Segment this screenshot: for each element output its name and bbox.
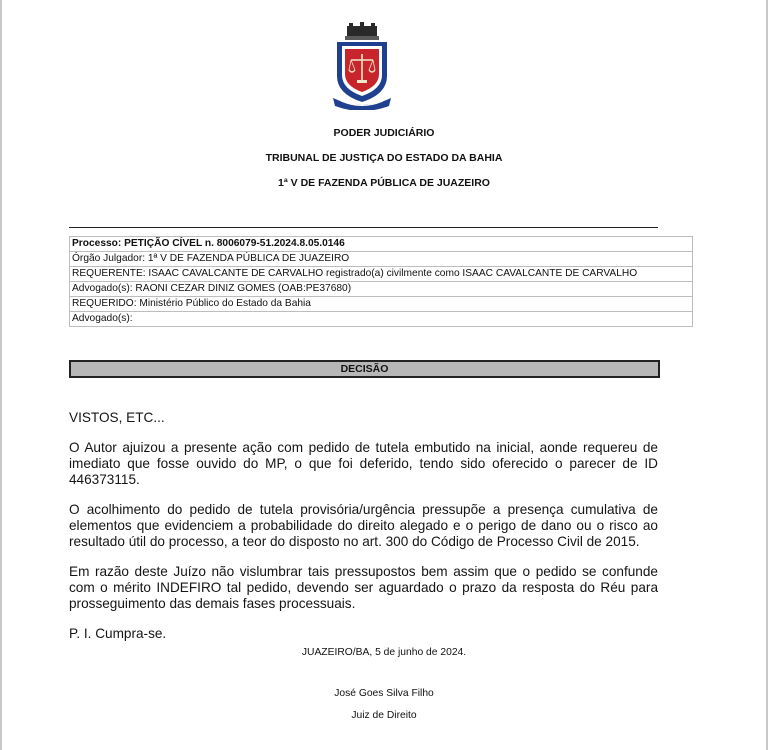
- court-division: 1ª V DE FAZENDA PÚBLICA DE JUAZEIRO: [278, 177, 490, 189]
- process-number: Processo: PETIÇÃO CÍVEL n. 8006079-51.2024.8.05.0146: [72, 238, 345, 249]
- judge-name: José Goes Silva Filho: [334, 688, 434, 699]
- judge-title: Juiz de Direito: [351, 710, 417, 721]
- paragraph-3: Em razão deste Juízo não vislumbrar tais pressupostos bem assim que o pedido se confunde com o mérito INDEFIRO tal pedido, devendo ser aguardado o prazo da resposta do Réu para prosseguimento das demais fases processuais.: [69, 564, 658, 611]
- court-name: PODER JUDICIÁRIO: [333, 127, 435, 139]
- process-number-row: [69, 236, 693, 251]
- coat-of-arms-icon: [329, 22, 395, 110]
- header-divider: [69, 227, 658, 228]
- tribunal-name: TRIBUNAL DE JUSTIÇA DO ESTADO DA BAHIA: [265, 152, 503, 164]
- judging-body-row: Órgão Julgador: 1ª V DE FAZENDA PÚBLICA DE JUAZEIRO: [69, 251, 693, 266]
- page-edge-left: [0, 0, 2, 750]
- paragraph-2: O acolhimento do pedido de tutela provisória/urgência pressupõe a presença cumulativa de elementos que evidenciem a probabilidade do direito alegado e o perigo de dano ou o risco ao resultado útil do processo, a teor do disposto no art. 300 do Código de Processo Civil de 2015.: [69, 502, 658, 549]
- plaintiff-row: REQUERENTE: ISAAC CAVALCANTE DE CARVALHO registrado(a) civilmente como ISAAC CAVALCANTE DE CARVALHO: [69, 266, 693, 281]
- opening-line: VISTOS, ETC...: [69, 410, 165, 425]
- process-info-table: [69, 236, 693, 327]
- closing-line: P. I. Cumpra-se.: [69, 626, 167, 641]
- defendant-lawyer-row: Advogado(s):: [69, 311, 693, 327]
- document-date: JUAZEIRO/BA, 5 de junho de 2024.: [301, 647, 467, 658]
- paragraph-1: O Autor ajuizou a presente ação com pedido de tutela embutido na inicial, aonde requereu de imediato que fosse ouvido do MP, o que foi deferido, tendo sido oferecido o parecer de ID 446373115.: [69, 440, 658, 487]
- decision-section-title: DECISÃO: [69, 360, 660, 378]
- defendant-row: REQUERIDO: Ministério Público do Estado da Bahia: [69, 296, 693, 311]
- plaintiff-lawyer-row: Advogado(s): RAONI CEZAR DINIZ GOMES (OAB:PE37680): [69, 281, 693, 296]
